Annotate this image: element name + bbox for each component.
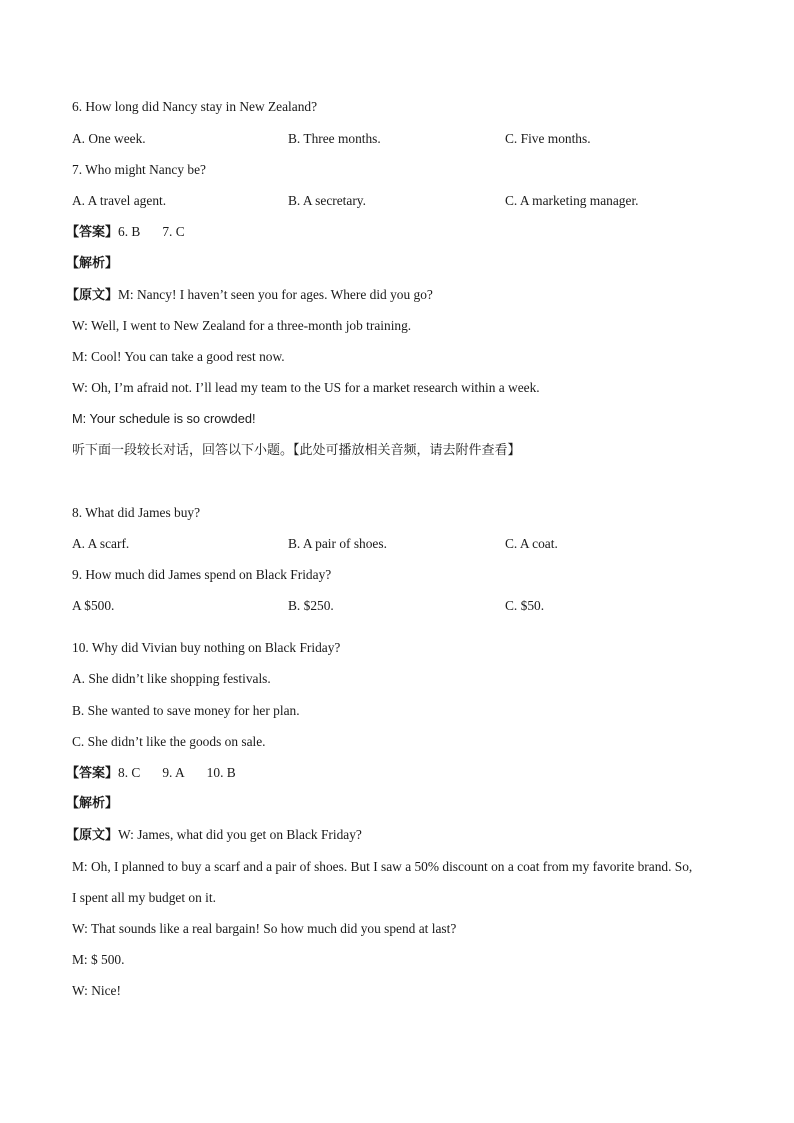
q10-option-b: B. She wanted to save money for her plan. xyxy=(72,703,300,718)
answer-block-2 xyxy=(66,765,236,782)
answer-6: 6. B xyxy=(118,224,141,239)
transcript-1-line-3: M: Cool! You can take a good rest now. xyxy=(72,349,285,364)
q7-option-c: C. A marketing manager. xyxy=(505,193,639,208)
q9-option-b: B. $250. xyxy=(288,598,334,613)
transcript-1-line-2: W: Well, I went to New Zealand for a three-month job training. xyxy=(72,318,412,333)
answer-tag: 【答案】 xyxy=(66,766,119,781)
transcript-1-line-1 xyxy=(66,287,433,304)
q6-option-c: C. Five months. xyxy=(505,131,591,146)
analysis-tag-1: 【解析】 xyxy=(66,256,119,271)
q8-option-a: A. A scarf. xyxy=(72,536,130,551)
listening-instruction: 听下面一段较长对话，回答以下小题。【此处可播放相关音频，请去附件查看】 xyxy=(72,443,521,458)
transcript-1-line-5: M: Your schedule is so crowded! xyxy=(72,411,256,426)
answer-8: 8. C xyxy=(118,765,141,780)
answer-9: 9. A xyxy=(162,765,185,780)
q6-option-a: A. One week. xyxy=(72,131,146,146)
q7-option-b: B. A secretary. xyxy=(288,193,366,208)
answer-tag: 【答案】 xyxy=(66,225,119,240)
q9-option-a: A $500. xyxy=(72,598,115,613)
q10-option-c: C. She didn’t like the goods on sale. xyxy=(72,734,266,749)
q9-option-c: C. $50. xyxy=(505,598,545,613)
question-6: 6. How long did Nancy stay in New Zealand? xyxy=(72,99,318,114)
answer-10: 10. B xyxy=(206,765,236,780)
q10-option-a: A. She didn’t like shopping festivals. xyxy=(72,671,271,686)
q7-option-a: A. A travel agent. xyxy=(72,193,167,208)
transcript-tag: 【原文】 xyxy=(66,828,119,843)
analysis-tag-2: 【解析】 xyxy=(66,796,119,811)
answer-block-1 xyxy=(66,224,185,241)
transcript-2-line-4: W: That sounds like a real bargain! So how much did you spend at last? xyxy=(72,921,457,936)
answer-7: 7. C xyxy=(162,224,185,239)
transcript-2-line-2: M: Oh, I planned to buy a scarf and a pair of shoes. But I saw a 50% discount on a coat from my favorite brand. So, xyxy=(72,859,693,874)
q6-option-b: B. Three months. xyxy=(288,131,381,146)
transcript-2-line-1 xyxy=(66,827,362,844)
transcript-1-text-1: M: Nancy! I haven’t seen you for ages. Where did you go? xyxy=(118,287,433,302)
transcript-2-text-1: W: James, what did you get on Black Friday? xyxy=(118,827,362,842)
question-8: 8. What did James buy? xyxy=(72,505,201,520)
question-7: 7. Who might Nancy be? xyxy=(72,162,206,177)
transcript-2-line-3: I spent all my budget on it. xyxy=(72,890,216,905)
transcript-tag: 【原文】 xyxy=(66,288,119,303)
question-10: 10. Why did Vivian buy nothing on Black Friday? xyxy=(72,640,341,655)
q8-option-c: C. A coat. xyxy=(505,536,558,551)
q8-option-b: B. A pair of shoes. xyxy=(288,536,387,551)
transcript-2-line-5: M: $ 500. xyxy=(72,952,125,967)
transcript-2-line-6: W: Nice! xyxy=(72,983,121,998)
transcript-1-line-4: W: Oh, I’m afraid not. I’ll lead my team to the US for a market research within a week. xyxy=(72,380,540,395)
question-9: 9. How much did James spend on Black Friday? xyxy=(72,567,332,582)
